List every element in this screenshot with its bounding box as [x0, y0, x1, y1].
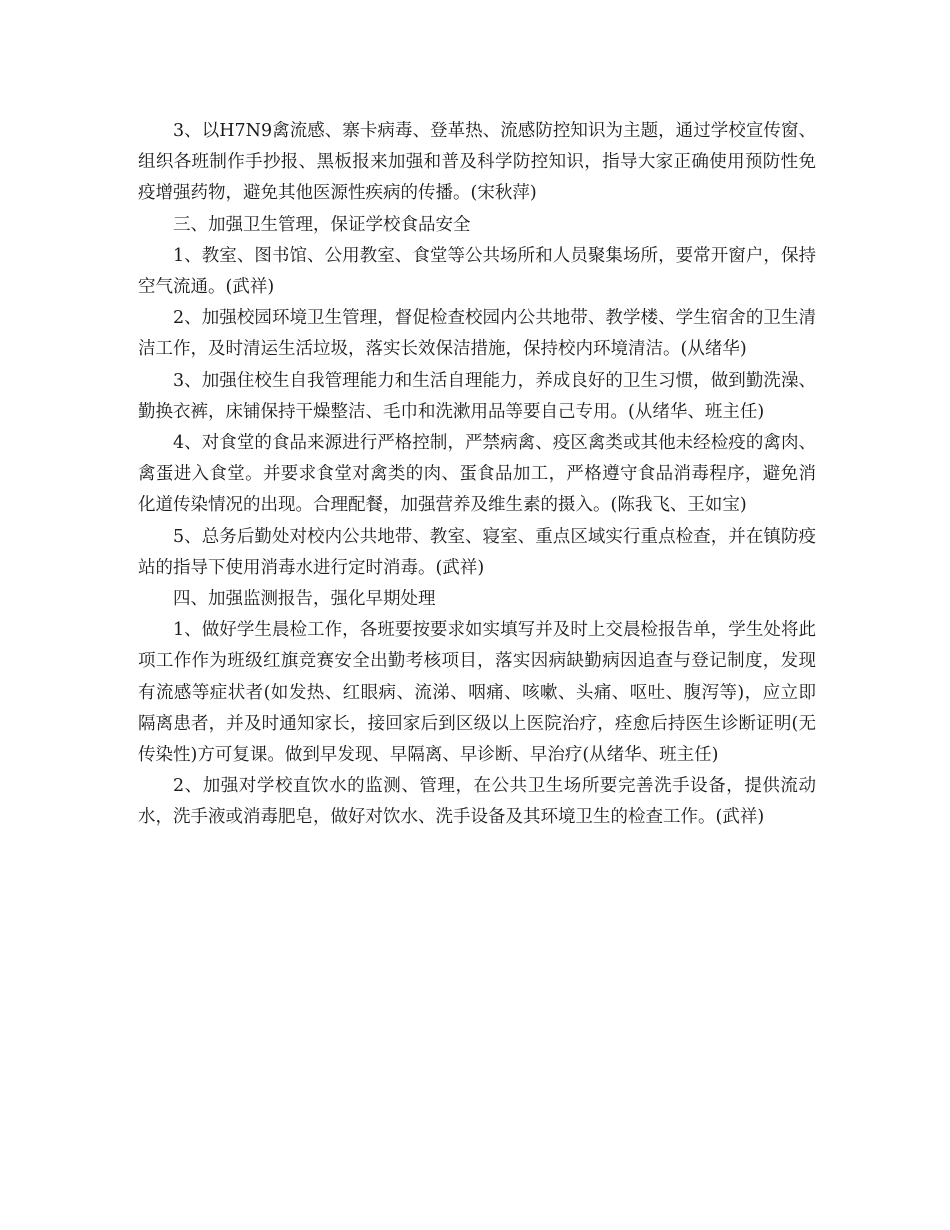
document-body [138, 116, 816, 834]
paragraph-drinking-water: 2、加强对学校直饮水的监测、管理，在公共卫生场所要完善洗手设备，提供流动水，洗手液或消毒肥皂，做好对饮水、洗手设备及其环境卫生的检查工作。(武祥) [138, 776, 816, 828]
paragraph-morning-check: 1、做好学生晨检工作，各班要按要求如实填写并及时上交晨检报告单，学生处将此项工作作为班级红旗竞赛安全出勤考核项目，落实因病缺勤病因追查与登记制度，发现有流感等症状者(如发热、红眼病、流涕、咽痛、咳嗽、头痛、呕吐、腹泻等)，应立即隔离患者，并及时通知家长，接回家后到区级以上医院治疗，痊愈后持医生诊断证明(无传染性)方可复课。做到早发现、早隔离、早诊断、早治疗(从绪华、班主任) [138, 620, 816, 766]
paragraph-disinfection: 5、总务后勤处对校内公共地带、教室、寝室、重点区域实行重点检查，并在镇防疫站的指导下使用消毒水进行定时消毒。(武祥) [138, 526, 816, 578]
paragraph-canteen-food: 4、对食堂的食品来源进行严格控制，严禁病禽、疫区禽类或其他未经检疫的禽肉、禽蛋进入食堂。并要求食堂对禽类的肉、蛋食品加工，严格遵守食品消毒程序，避免消化道传染情况的出现。合理配餐，加强营养及维生素的摄入。(陈我飞、王如宝) [138, 433, 816, 516]
section-heading-4: 四、加强监测报告，强化早期处理 [173, 589, 436, 610]
section-heading-3: 三、加强卫生管理，保证学校食品安全 [173, 214, 471, 235]
paragraph-boarding-students: 3、加强住校生自我管理能力和生活自理能力，养成良好的卫生习惯，做到勤洗澡、勤换衣裤，床铺保持干燥整洁、毛巾和洗漱用品等要自己专用。(从绪华、班主任) [138, 370, 816, 422]
paragraph-item-3-propaganda: 3、以H7N9禽流感、寨卡病毒、登革热、流感防控知识为主题，通过学校宣传窗、组织各班制作手抄报、黑板报来加强和普及科学防控知识，指导大家正确使用预防性免疫增强药物，避免其他医源性疾病的传播。(宋秋萍) [138, 121, 816, 204]
paragraph-ventilation: 1、教室、图书馆、公用教室、食堂等公共场所和人员聚集场所，要常开窗户，保持空气流通。(武祥) [138, 245, 816, 298]
paragraph-campus-hygiene: 2、加强校园环境卫生管理，督促检查校园内公共地带、教学楼、学生宿舍的卫生清洁工作，及时清运生活垃圾，落实长效保洁措施，保持校内环境清洁。(从绪华) [138, 308, 816, 360]
